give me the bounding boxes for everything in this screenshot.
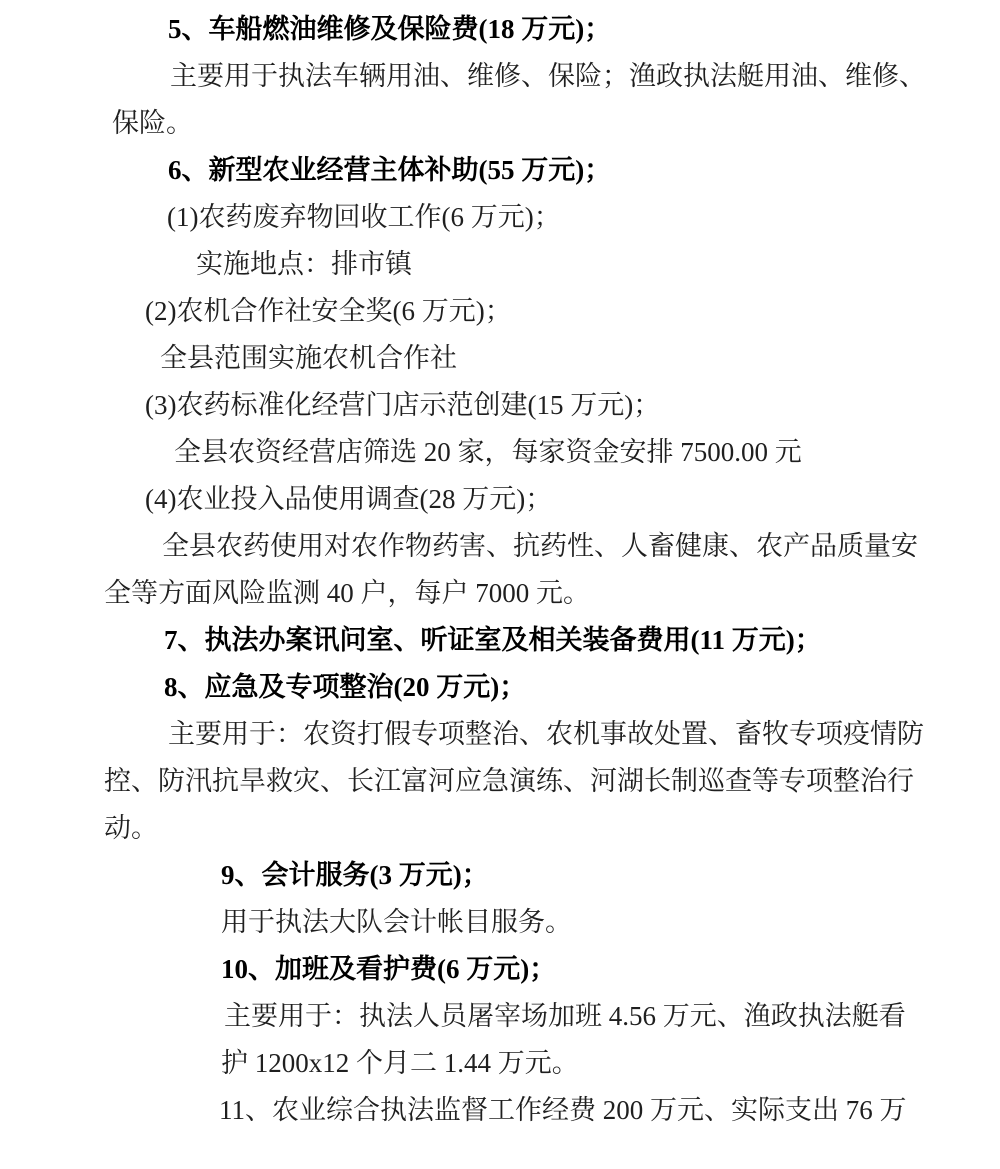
heading-line: 6、新型农业经营主体补助(55 万元)； [168, 155, 612, 185]
text-line: 全县农资经营店筛选 20 家，每家资金安排 7500.00 元 [174, 437, 802, 467]
text-line: 动。 [104, 813, 158, 843]
text-line: 主要用于执法车辆用油、维修、保险；渔政执法艇用油、维修、 [170, 61, 926, 91]
text-line: 护 1200x12 个月二 1.44 万元。 [221, 1048, 579, 1078]
text-line: 控、防汛抗旱救灾、长江富河应急演练、河湖长制巡查等专项整治行 [104, 766, 914, 796]
text-line: (1)农药废弃物回收工作(6 万元)； [167, 202, 561, 232]
text-line: (2)农机合作社安全奖(6 万元)； [145, 296, 512, 326]
text-line: 保险。 [112, 108, 193, 138]
text-line: 全县范围实施农机合作社 [160, 343, 457, 373]
text-line: 11、农业综合执法监督工作经费 200 万元、实际支出 76 万 [219, 1095, 907, 1125]
text-line: 全县农药使用对农作物药害、抗药性、人畜健康、农产品质量安 [162, 531, 918, 561]
heading-line: 8、应急及专项整治(20 万元)； [164, 672, 527, 702]
text-line: 用于执法大队会计帐目服务。 [221, 907, 572, 937]
document-text-block [104, 6, 964, 1134]
heading-line: 5、车船燃油维修及保险费(18 万元)； [168, 14, 612, 44]
text-line: 实施地点：排市镇 [196, 249, 412, 279]
text-line: 全等方面风险监测 40 户，每户 7000 元。 [104, 578, 590, 608]
heading-line: 10、加班及看护费(6 万元)； [221, 954, 557, 984]
text-line: (3)农药标准化经营门店示范创建(15 万元)； [145, 390, 661, 420]
text-line: 主要用于：执法人员屠宰场加班 4.56 万元、渔政执法艇看 [224, 1001, 906, 1031]
heading-line: 7、执法办案讯问室、听证室及相关装备费用(11 万元)； [164, 625, 822, 655]
text-line: (4)农业投入品使用调查(28 万元)； [145, 484, 553, 514]
text-line: 主要用于：农资打假专项整治、农机事故处置、畜牧专项疫情防 [168, 719, 924, 749]
heading-line: 9、会计服务(3 万元)； [221, 860, 489, 890]
